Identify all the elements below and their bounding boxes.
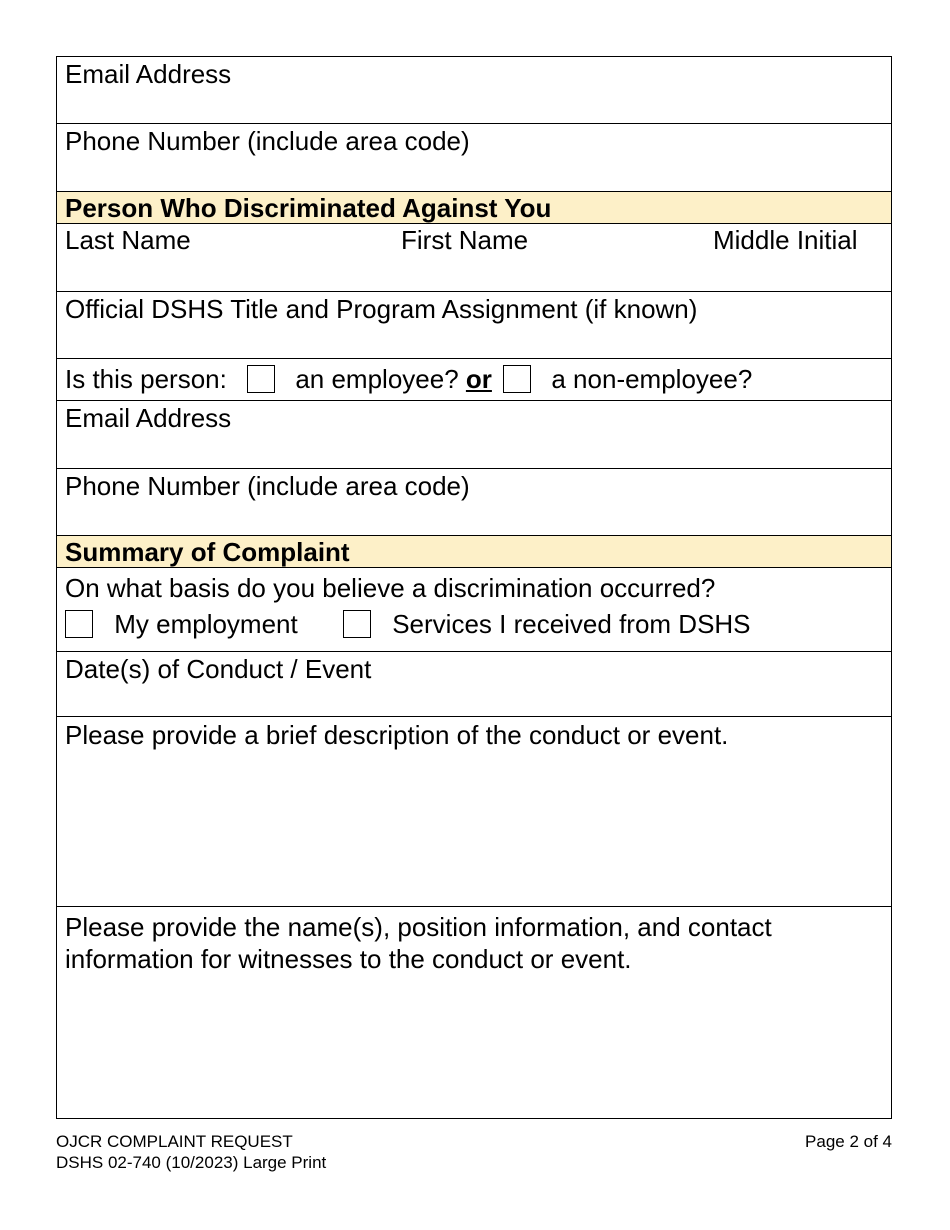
summary-section-header [57, 536, 891, 568]
description-label: Please provide a brief description of the conduct or event. [65, 720, 729, 750]
complaint-form-page [56, 56, 892, 1119]
respondent-first-name-field[interactable]: First Name [401, 225, 529, 255]
witnesses-field[interactable] [57, 907, 891, 1118]
dates-label: Date(s) of Conduct / Event [65, 654, 372, 684]
form-title: OJCR COMPLAINT REQUEST [56, 1132, 293, 1151]
page-footer [56, 1131, 892, 1173]
page-number: Page 2 of 4 [805, 1132, 892, 1151]
summary-section-title: Summary of Complaint [65, 537, 350, 567]
basis-question: On what basis do you believe a discrimination occurred? [65, 573, 716, 603]
phone-field[interactable] [57, 124, 891, 192]
is-this-person-label: Is this person: [65, 364, 227, 394]
respondent-name-fields [57, 224, 891, 292]
employee-label: an employee? [295, 364, 459, 394]
respondent-section-header [57, 192, 891, 224]
respondent-employment-status [57, 359, 891, 401]
respondent-email-label: Email Address [65, 403, 232, 433]
basis-services-checkbox[interactable] [343, 610, 371, 638]
phone-label: Phone Number (include area code) [65, 126, 470, 156]
respondent-title-field[interactable] [57, 292, 891, 359]
basis-employment-checkbox[interactable] [65, 610, 93, 638]
basis-services-label: Services I received from DSHS [392, 609, 751, 639]
dates-field[interactable] [57, 652, 891, 717]
non-employee-checkbox[interactable] [503, 365, 531, 393]
email-field[interactable] [57, 57, 891, 124]
form-number: DSHS 02-740 (10/2023) Large Print [56, 1153, 327, 1172]
or-label: or [465, 364, 492, 394]
respondent-email-field[interactable] [57, 401, 891, 469]
description-field[interactable] [57, 717, 891, 907]
non-employee-label: a non-employee? [551, 364, 753, 394]
respondent-phone-field[interactable] [57, 469, 891, 536]
respondent-middle-initial-field[interactable]: Middle Initial [713, 225, 858, 255]
respondent-last-name-field[interactable]: Last Name [65, 225, 191, 255]
respondent-section-title: Person Who Discriminated Against You [65, 193, 552, 223]
employee-checkbox[interactable] [247, 365, 275, 393]
respondent-title-label: Official DSHS Title and Program Assignment (if known) [65, 294, 698, 324]
email-label: Email Address [65, 59, 232, 89]
witnesses-label: Please provide the name(s), position information, and contact information for witnesses to the conduct or event. [65, 912, 772, 974]
basis-employment-label: My employment [114, 609, 298, 639]
respondent-phone-label: Phone Number (include area code) [65, 471, 470, 501]
discrimination-basis [57, 568, 891, 652]
